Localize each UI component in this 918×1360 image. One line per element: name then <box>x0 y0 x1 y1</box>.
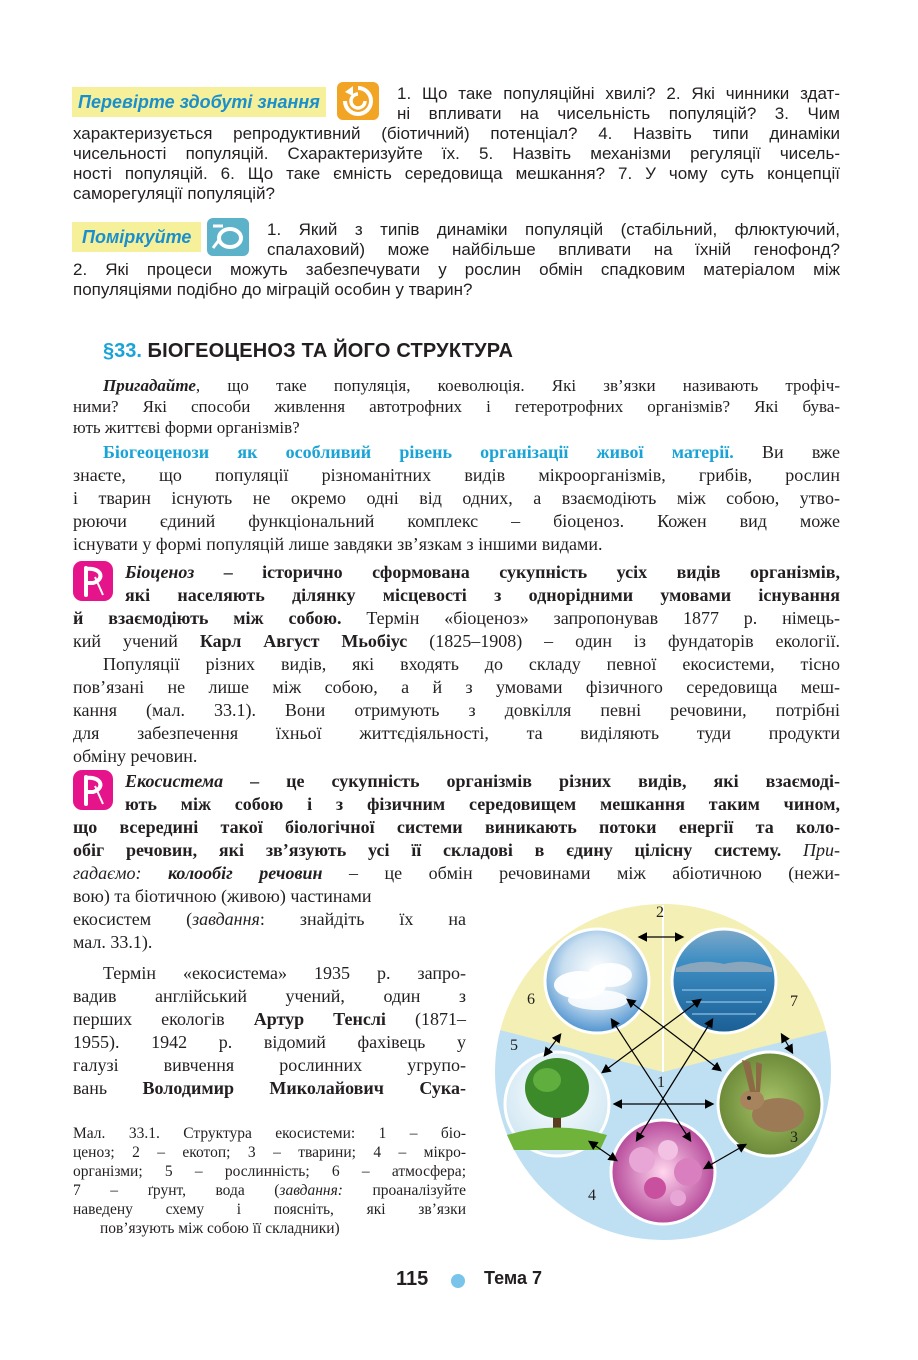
diagram-label-2: 2 <box>656 904 664 921</box>
para3-line-2: вадив англійський учений, один з <box>73 986 466 1006</box>
check-line-2: ні впливати на чисельність популяцій? 3. Чим <box>397 104 840 123</box>
head-profile-icon <box>207 218 249 256</box>
def1-line-3: й взаємодіють між собою. Термін «біоценоз» запропонував 1877 р. німець- <box>73 608 840 628</box>
def2-term: Екосистема <box>125 771 224 791</box>
animal-image <box>718 1052 822 1156</box>
topic-label: Тема 7 <box>484 1268 542 1288</box>
spiral-icon <box>337 82 379 120</box>
recall-line-1: Пригадайте, що таке популяція, коеволюція. Які зв’язки називають трофіч- <box>103 376 840 395</box>
recall-line-3: ють життєві форми організмів? <box>73 418 300 437</box>
para1-line-3: і тварин існують не окремо одні від одних, а взаємодіють між собою, утво- <box>73 488 840 508</box>
ecosystem-diagram <box>482 895 848 1245</box>
para1-line-1: Біогеоценози як особливий рівень організації живої матерії. Ви вже <box>103 442 840 462</box>
para3-line-3: перших екологів Артур Тенслі (1871– <box>73 1009 466 1029</box>
para1-line-2: знаєте, що популяції різноманітних видів мікроорганізмів, грибів, рослин <box>73 465 840 485</box>
para2-line-3: кання (мал. 33.1). Вони отримують з довкілля певні речовини, потрібні <box>73 700 840 720</box>
para3-line-1: Термін «екосистема» 1935 р. запро- <box>103 963 466 983</box>
recall-line-2: ними? Які способи живлення автотрофних і гетеротрофних організмів? Які бува- <box>73 397 840 416</box>
think-line-3: 2. Які процеси можуть забезпечувати у рослин обмін спадковим матеріалом між <box>73 260 840 279</box>
page-number: 115 <box>396 1268 429 1290</box>
para3-line-6: вань Володимир Миколайович Сука- <box>73 1078 466 1098</box>
think-line-2: спалаховий) може найбільше впливати на їхній генофонд? <box>267 240 840 259</box>
def1-line-1: Біоценоз – історично сформована сукупність усіх видів організмів, <box>125 562 840 582</box>
diagram-label-1: 1 <box>657 1074 665 1091</box>
para2-line-2: пов’язані не лише між собою, а й з умовами фізичного середовища меш- <box>73 677 840 697</box>
caption-line-4: 7 – ґрунт, вода (завдання: проаналізуйте <box>73 1182 466 1199</box>
caption-line-3: організми; 5 – рослинність; 6 – атмосфера; <box>73 1163 466 1180</box>
caption-line-6: пов’язують між собою її складники) <box>100 1220 340 1237</box>
check-line-3: характеризується репродуктивний (біотичний) потенціал? 4. Назвіть типи динаміки <box>73 124 840 143</box>
caption-line-2: ценоз; 2 – екотоп; 3 – тварини; 4 – мікро- <box>73 1144 466 1161</box>
diagram-label-6: 6 <box>527 991 535 1008</box>
section-heading <box>103 340 513 363</box>
think-line-4: популяціями подібно до міграцій особин у тварин? <box>73 280 473 299</box>
section-number: §33. <box>103 340 142 362</box>
def2-line-2: ють між собою і з фізичним середовищем мешкання таким чином, <box>125 794 840 814</box>
para3-line-4: 1955). 1942 р. відомий фахівець у <box>73 1032 466 1052</box>
check-line-4: чисельності популяцій. Схарактеризуйте їх. 5. Назвіть механізми регуляції чисель- <box>73 144 840 163</box>
microorganisms-image <box>611 1120 715 1224</box>
para3-line-5: галузі вивчення рослинних угрупо- <box>73 1055 466 1075</box>
def1-line-4: кий учений Карл Август Мьобіус (1825–1908) – один із фундаторів екології. <box>73 631 841 651</box>
para1-line-4: рюючи єдиний функціональний комплекс – біоценоз. Кожен вид може <box>73 511 840 531</box>
diagram-label-7: 7 <box>790 993 798 1010</box>
def2-line-7: екосистем (завдання: знайдіть їх на <box>73 909 466 929</box>
para2-line-5: обміну речовин. <box>73 746 198 766</box>
def2-line-3: що всередині такої біологічної системи виникають потоки енергії та коло- <box>73 817 840 837</box>
diagram-label-3: 3 <box>790 1129 798 1146</box>
check-knowledge-badge: Перевірте здобуті знання <box>72 87 326 117</box>
section-title: БІОГЕОЦЕНОЗ ТА ЙОГО СТРУКТУРА <box>147 340 514 362</box>
def2-line-6: вою) та біотичною (живою) частинами <box>73 886 372 906</box>
para1-line-5: існувати у формі популяцій лише завдяки зв’язкам з іншими видами. <box>73 534 603 554</box>
def2-line-4: обіг речовин, які зв’язують усі її складові в єдину цілісну систему. При- <box>73 840 840 860</box>
definition-icon <box>73 561 113 601</box>
plant-image <box>505 1052 609 1156</box>
diagram-label-5: 5 <box>510 1037 518 1054</box>
check-line-6: саморегуляції популяцій? <box>73 184 275 203</box>
def1-term: Біоценоз <box>125 562 195 582</box>
bullet-dot-icon <box>451 1274 465 1288</box>
para2-line-4: для забезпечення їхньої життєдіяльності, та виділяють туди продукти <box>73 723 840 743</box>
definition-icon <box>73 770 113 810</box>
caption-line-5: наведену схему і поясніть, які зв’язки <box>73 1201 466 1218</box>
def2-line-8: мал. 33.1). <box>73 932 153 952</box>
para2-line-1: Популяції різних видів, які входять до складу певної екосистеми, тісно <box>103 654 840 674</box>
para1-heading: Біогеоценози як особливий рівень організації живої матерії. <box>103 442 734 462</box>
diagram-label-4: 4 <box>588 1187 596 1204</box>
check-line-1: 1. Що таке популяційні хвилі? 2. Які чинники здат- <box>397 84 840 103</box>
check-line-5: ності популяцій. 6. Що таке ємність середовища мешкання? 7. У чому суть концепції <box>73 164 840 183</box>
think-line-1: 1. Який з типів динаміки популяцій (стабільний, флюктуючий, <box>267 220 840 239</box>
def2-line-1: Екосистема – це сукупність організмів різних видів, які взаємоді- <box>125 771 840 791</box>
caption-line-1: Мал. 33.1. Структура екосистеми: 1 – біо- <box>73 1125 466 1142</box>
water-image <box>672 929 776 1033</box>
def1-line-2: які населяють ділянку місцевості з однорідними умовами існування <box>125 585 840 605</box>
def2-line-5: гадаємо: колообіг речовин – це обмін речовинами між абіотичною (нежи- <box>73 863 840 883</box>
think-badge: Поміркуйте <box>72 222 201 252</box>
atmosphere-image <box>545 929 649 1033</box>
